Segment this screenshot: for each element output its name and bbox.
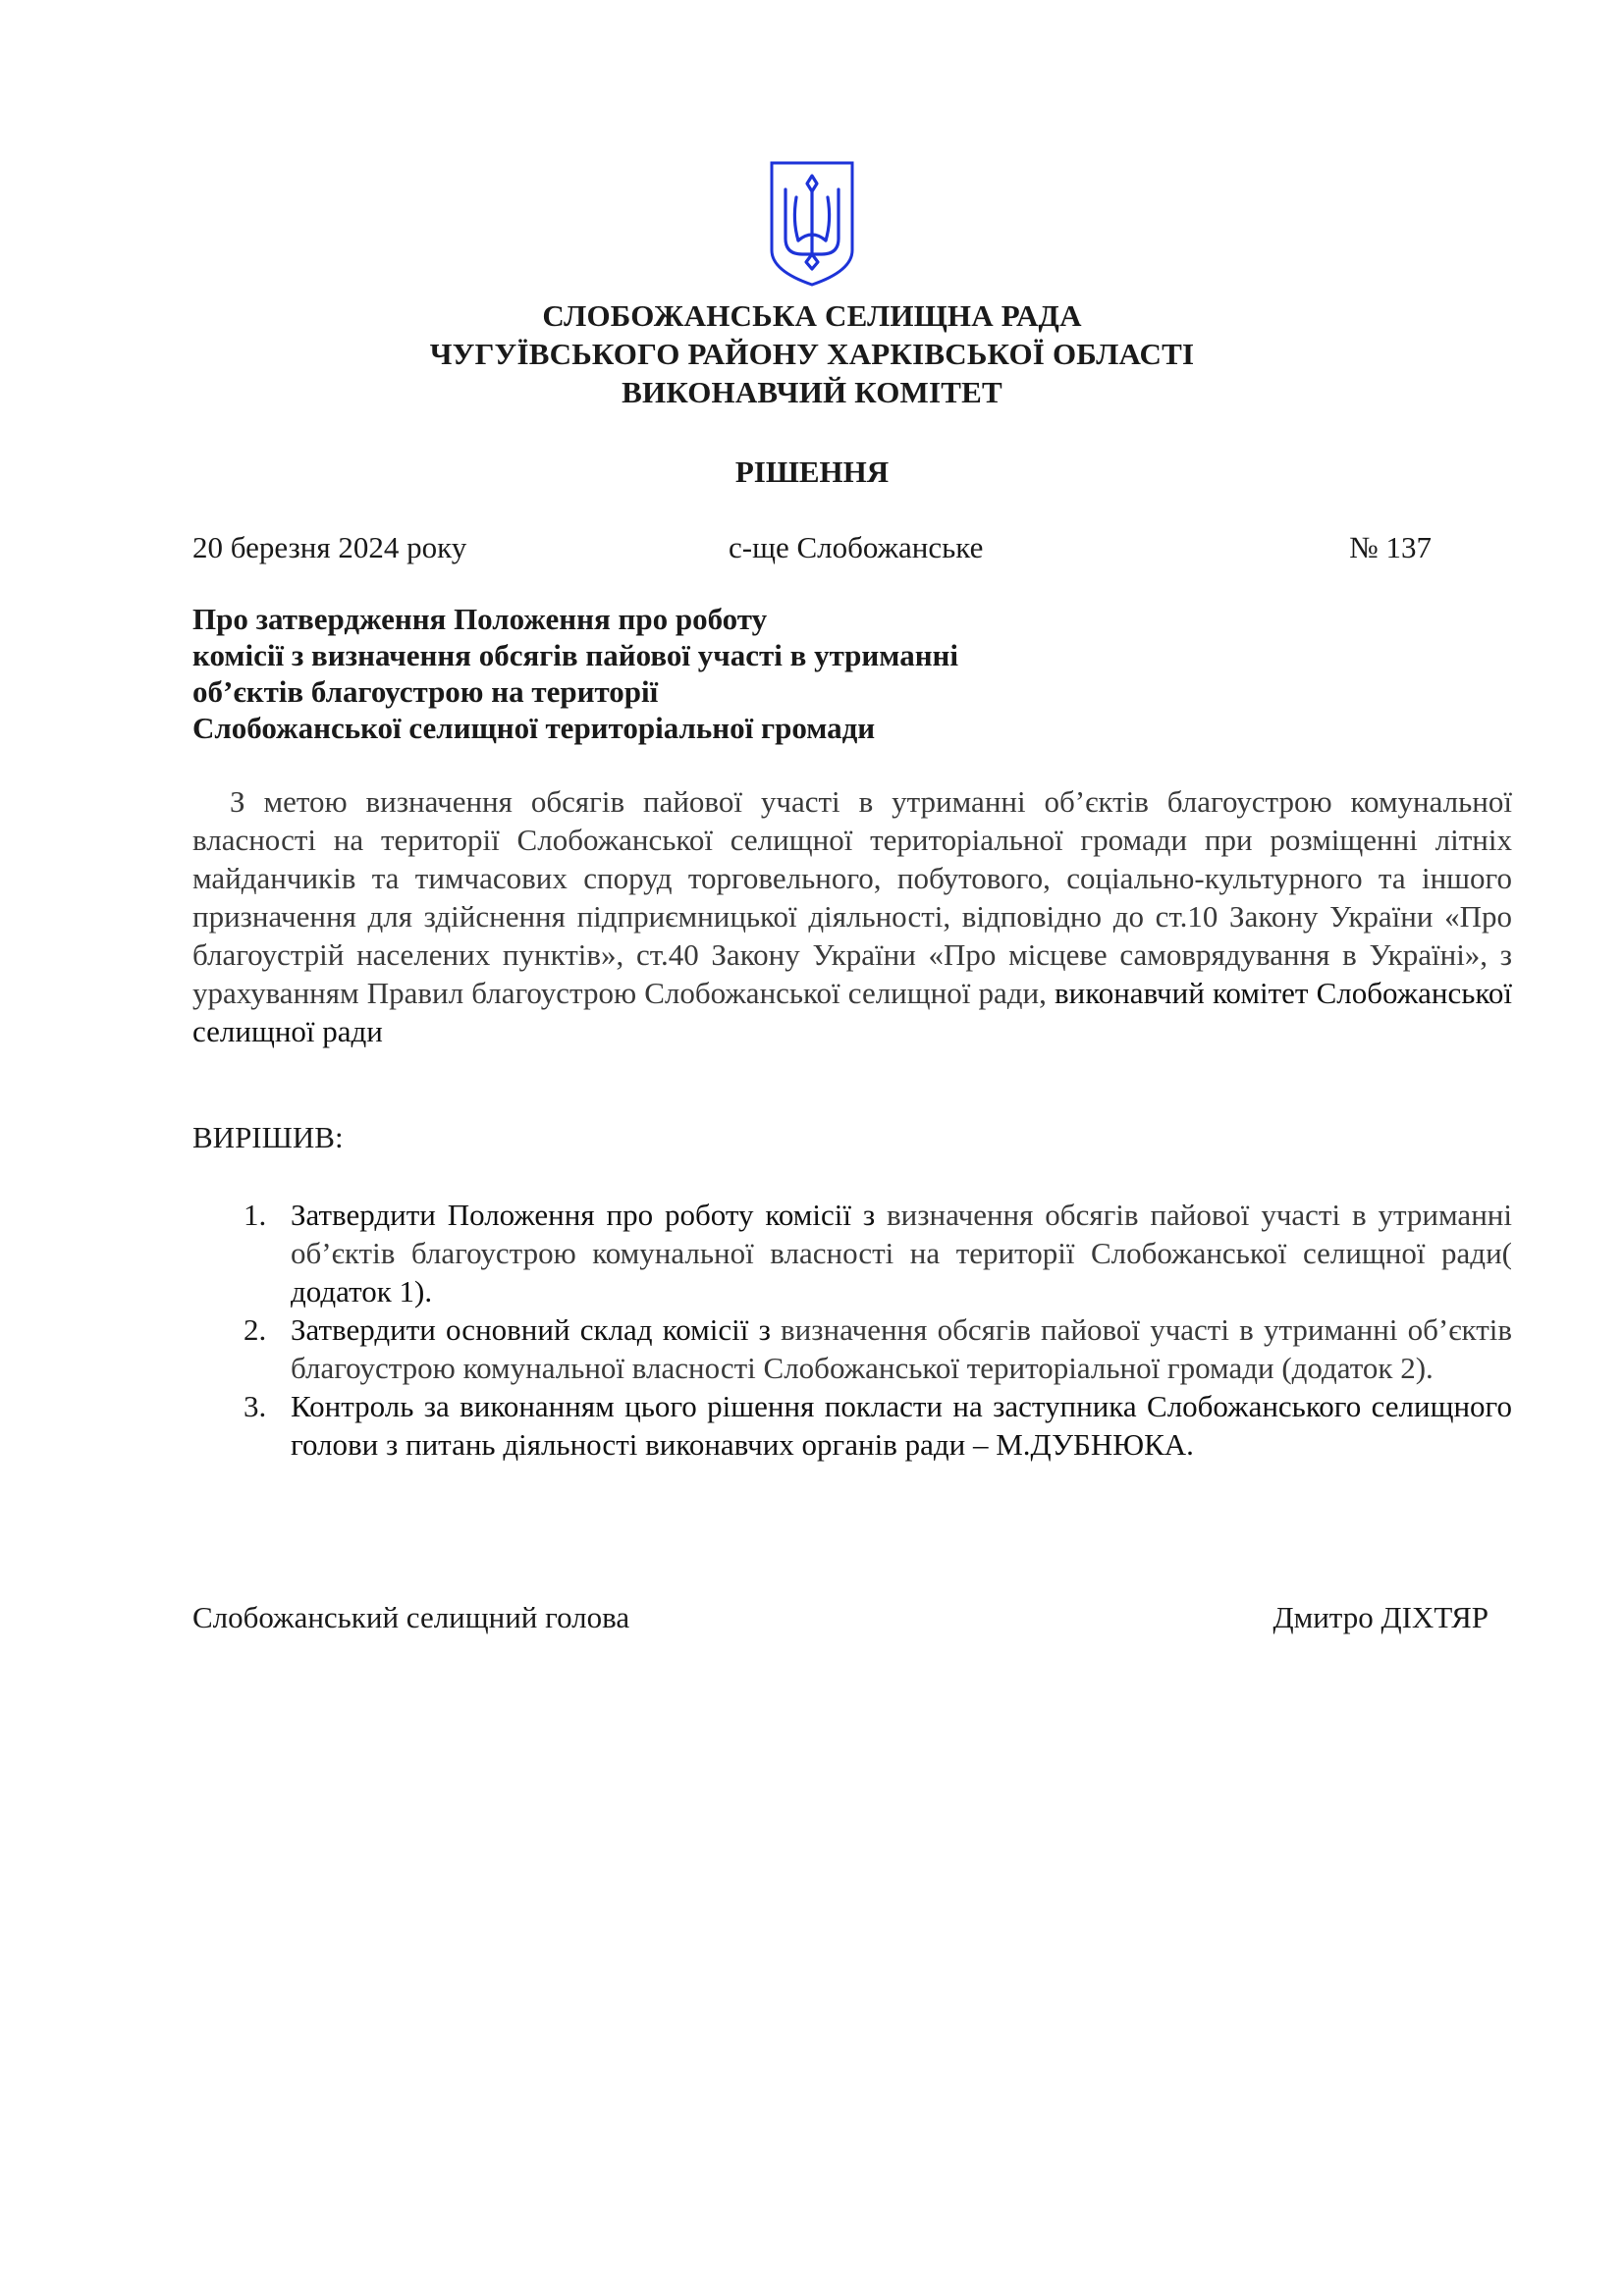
district-name: ЧУГУЇВСЬКОГО РАЙОНУ ХАРКІВСЬКОЇ ОБЛАСТІ [429, 337, 1195, 371]
resolution-item [192, 1310, 1512, 1387]
item-body: визначення обсягів пайової участі в утриманні об’єктів благоустрою комунальної власності Слобожанської територіальної громади (додаток 2). [291, 1312, 1513, 1385]
decision-subject [192, 601, 1174, 746]
preamble-text-end: виконавчий комітет Слобожанської селищної ради [192, 976, 1512, 1048]
item-tail: додаток 1). [291, 1274, 433, 1308]
subject-line-3: об’єктів благоустрою на території [192, 674, 659, 709]
signature-block [192, 1598, 1489, 1637]
council-name: СЛОБОЖАНСЬКА СЕЛИЩНА РАДА [542, 298, 1082, 333]
signatory-role: Слобожанський селищний голова [192, 1600, 630, 1634]
document-date: 20 березня 2024 року [192, 530, 467, 564]
resolution-item [192, 1387, 1512, 1464]
item-number: 2. [244, 1312, 267, 1347]
preamble-paragraph [192, 782, 1512, 1050]
subject-line-1: Про затвердження Положення про роботу [192, 602, 768, 636]
signatory-name: Дмитро ДІХТЯР [1272, 1600, 1489, 1634]
item-number: 3. [244, 1389, 267, 1423]
subject-line-4: Слобожанської селищної територіальної громади [192, 711, 876, 745]
document-place: с-ще Слобожанське [729, 530, 984, 564]
item-lead: Затвердити основний склад комісії з [291, 1312, 771, 1347]
item-body: визначення обсягів пайової участі в утриманні об’єктів благоустрою комунальної власності на території Слобожанської селищної ради( [291, 1198, 1512, 1270]
subject-line-2: комісії з визначення обсягів пайової участі в утриманні [192, 638, 959, 672]
committee-name: ВИКОНАВЧИЙ КОМІТЕТ [622, 375, 1002, 409]
item-lead: Затвердити Положення про роботу комісії з [291, 1198, 876, 1232]
document-meta-row [192, 528, 1432, 567]
trident-coat-of-arms-icon [769, 160, 855, 288]
document-type-title: РІШЕННЯ [734, 454, 890, 489]
document-number: № 137 [1349, 530, 1432, 564]
document-header [0, 296, 1624, 411]
resolution-items-list [192, 1196, 1512, 1464]
item-number: 1. [244, 1198, 267, 1232]
resolved-label: ВИРІШИВ: [192, 1120, 344, 1154]
item-lead: Контроль за виконанням цього рішення покласти на заступника Слобожанського селищного голови з питань діяльності виконавчих органів ради – М.ДУБНЮКА. [291, 1389, 1512, 1462]
preamble-text: З метою визначення обсягів пайової участі в утриманні об’єктів благоустрою комунальної власності на території Слобожанської селищної територіальної громади при розміщенні літніх майданчиків та тимчасових споруд торговельного, побутового, соціально-культурного та іншого призначення для здійснення підприємницької діяльності, відповідно до ст.10 Закону України «Про благоустрій населених пунктів», ст.40 Закону України «Про місцеве самоврядування в Україні», з урахуванням Правил благоустрою Слобожанської селищної ради, [192, 784, 1512, 1010]
resolution-item [192, 1196, 1512, 1310]
